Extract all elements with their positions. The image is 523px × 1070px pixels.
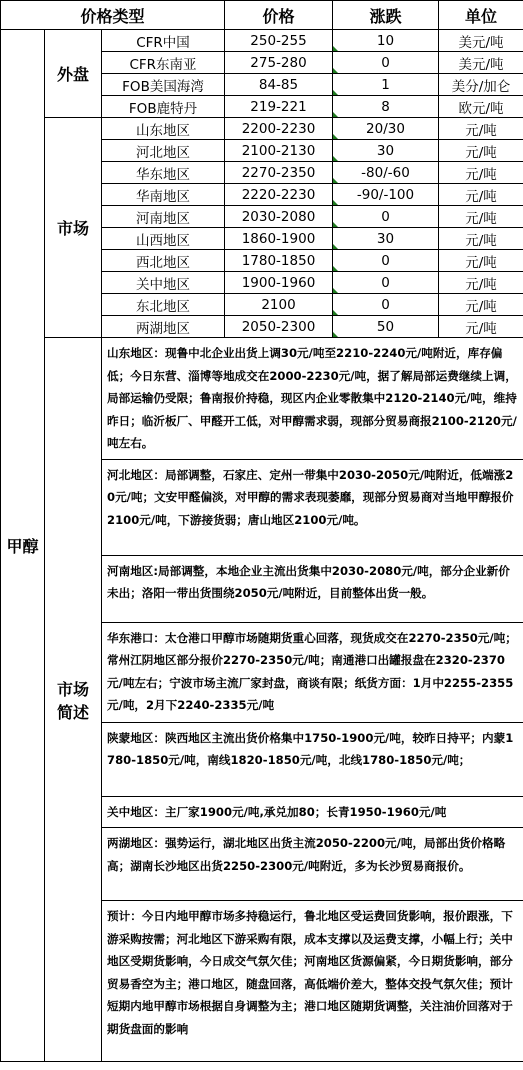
row-unit: 元/吨	[439, 250, 523, 272]
row-change: 30	[333, 140, 439, 162]
change-marker-icon	[333, 332, 338, 337]
row-price: 275-280	[225, 52, 333, 74]
row-price: 84-85	[225, 74, 333, 96]
change-marker-icon	[333, 178, 338, 183]
row-unit: 美分/加仑	[439, 74, 523, 96]
summary-guanzhong: 关中地区：主厂家1900元/吨,承兑加80；长青1950-1960元/吨	[102, 796, 523, 828]
row-price: 2270-2350	[225, 162, 333, 184]
row-name: 山东地区	[102, 118, 225, 140]
header-change: 涨跌	[333, 1, 439, 30]
row-name: CFR东南亚	[102, 52, 225, 74]
table-row	[1, 118, 523, 140]
change-marker-icon	[333, 90, 338, 95]
summary-shaanxi-inner-mongolia: 陕蒙地区：陕西地区主流出货价格集中1750-1900元/吨，较昨日持平；内蒙1780-1850元/吨，南线1820-1850元/吨，北线1780-1850元/吨；	[102, 722, 523, 796]
row-name: 山西地区	[102, 228, 225, 250]
row-change: 50	[333, 316, 439, 338]
row-name: 关中地区	[102, 272, 225, 294]
summary-shandong: 山东地区：现鲁中北企业出货上调30元/吨至2210-2240元/吨附近，库存偏低；今日东营、淄博等地成交在2000-2230元/吨，据了解局部运费继续上调，局部运输仍受限；鲁南报价持稳，现区内企业零散集中2120-2140元/吨，维持昨日；临沂板厂、甲醛开工低，对甲醇需求弱，现部分贸易商报2100-2120元/吨左右。	[102, 338, 523, 460]
product-label: 甲醇	[1, 30, 45, 1062]
change-marker-icon	[333, 156, 338, 161]
row-name: 两湖地区	[102, 316, 225, 338]
row-change: -80/-60	[333, 162, 439, 184]
row-name: FOB鹿特丹	[102, 96, 225, 118]
row-unit: 元/吨	[439, 316, 523, 338]
row-price: 1900-1960	[225, 272, 333, 294]
row-unit: 元/吨	[439, 294, 523, 316]
row-unit: 美元/吨	[439, 30, 523, 52]
row-change: 10	[333, 30, 439, 52]
row-price: 2050-2300	[225, 316, 333, 338]
row-price: 2030-2080	[225, 206, 333, 228]
row-change: 0	[333, 272, 439, 294]
row-unit: 元/吨	[439, 162, 523, 184]
row-name: 河南地区	[102, 206, 225, 228]
change-marker-icon	[333, 112, 338, 117]
row-change: 0	[333, 52, 439, 74]
row-unit: 元/吨	[439, 140, 523, 162]
row-price: 1860-1900	[225, 228, 333, 250]
row-price: 2220-2230	[225, 184, 333, 206]
change-marker-icon	[333, 200, 338, 205]
row-unit: 元/吨	[439, 272, 523, 294]
header-price: 价格	[225, 1, 333, 30]
row-price: 2100	[225, 294, 333, 316]
row-unit: 元/吨	[439, 184, 523, 206]
summary-east-port: 华东港口：太仓港口甲醇市场随期货重心回落，现货成交在2270-2350元/吨；常州江阴地区部分报价2270-2350元/吨；南通港口出罐报盘在2320-2370元/吨左右；宁波市场主流厂家封盘，商谈有限；纸货方面：1月中2255-2355元/吨，2月下2240-2335元/吨	[102, 622, 523, 722]
row-change: 8	[333, 96, 439, 118]
summary-henan: 河南地区:局部调整，本地企业主流出货集中2030-2080元/吨，部分企业新价未出；洛阳一带出货围绕2050元/吨附近，目前整体出货一般。	[102, 555, 523, 622]
row-price: 2200-2230	[225, 118, 333, 140]
row-unit: 美元/吨	[439, 52, 523, 74]
row-name: 东北地区	[102, 294, 225, 316]
change-marker-icon	[333, 134, 338, 139]
row-price: 1780-1850	[225, 250, 333, 272]
table-row	[1, 30, 523, 52]
summary-row	[1, 338, 523, 460]
row-price: 219-221	[225, 96, 333, 118]
row-name: FOB美国海湾	[102, 74, 225, 96]
external-label: 外盘	[45, 30, 102, 118]
row-price: 250-255	[225, 30, 333, 52]
change-marker-icon	[333, 266, 338, 271]
row-unit: 元/吨	[439, 228, 523, 250]
summary-forecast: 预计：今日内地甲醇市场多持稳运行，鲁北地区受运费回货影响，报价跟涨，下游采购按需；河北地区下游采购有限，成本支撑以及运费支撑，小幅上行；关中地区受期货影响，今日成交气氛欠佳；河南地区货源偏紧，今日期货影响，部分贸易香空为主；港口地区，随盘回落，高低端价差大，整体交投气氛欠佳；预计短期内地甲醇市场根据自身调整为主；港口地区随期货调整，关注油价回落对于期货盘面的影响	[102, 901, 523, 1062]
header-unit: 单位	[439, 1, 523, 30]
row-change: 0	[333, 250, 439, 272]
row-change: 0	[333, 294, 439, 316]
change-marker-icon	[333, 68, 338, 73]
header-row	[1, 1, 523, 30]
row-change: 0	[333, 206, 439, 228]
row-name: CFR中国	[102, 30, 225, 52]
row-name: 河北地区	[102, 140, 225, 162]
row-change: 20/30	[333, 118, 439, 140]
row-change: 1	[333, 74, 439, 96]
row-name: 华东地区	[102, 162, 225, 184]
row-name: 西北地区	[102, 250, 225, 272]
row-unit: 欧元/吨	[439, 96, 523, 118]
change-marker-icon	[333, 46, 338, 51]
row-change: -90/-100	[333, 184, 439, 206]
row-name: 华南地区	[102, 184, 225, 206]
summary-hebei: 河北地区：局部调整，石家庄、定州一带集中2030-2050元/吨附近，低端涨20元/吨；文安甲醛偏淡，对甲醇的需求表现萎靡，现部分贸易商对当地甲醇报价2100元/吨，下游接货弱；唐山地区2100元/吨。	[102, 459, 523, 555]
row-price: 2100-2130	[225, 140, 333, 162]
market-label: 市场	[45, 118, 102, 338]
row-unit: 元/吨	[439, 118, 523, 140]
change-marker-icon	[333, 288, 338, 293]
row-change: 30	[333, 228, 439, 250]
summary-label: 市场 简述	[45, 338, 102, 1062]
change-marker-icon	[333, 310, 338, 315]
header-category: 价格类型	[1, 1, 225, 30]
summary-lianghu: 两湖地区：强势运行，湖北地区出货主流2050-2200元/吨，局部出货价格略高；湖南长沙地区出货2250-2300元/吨附近，多为长沙贸易商报价。	[102, 828, 523, 901]
row-unit: 元/吨	[439, 206, 523, 228]
change-marker-icon	[333, 222, 338, 227]
change-marker-icon	[333, 244, 338, 249]
